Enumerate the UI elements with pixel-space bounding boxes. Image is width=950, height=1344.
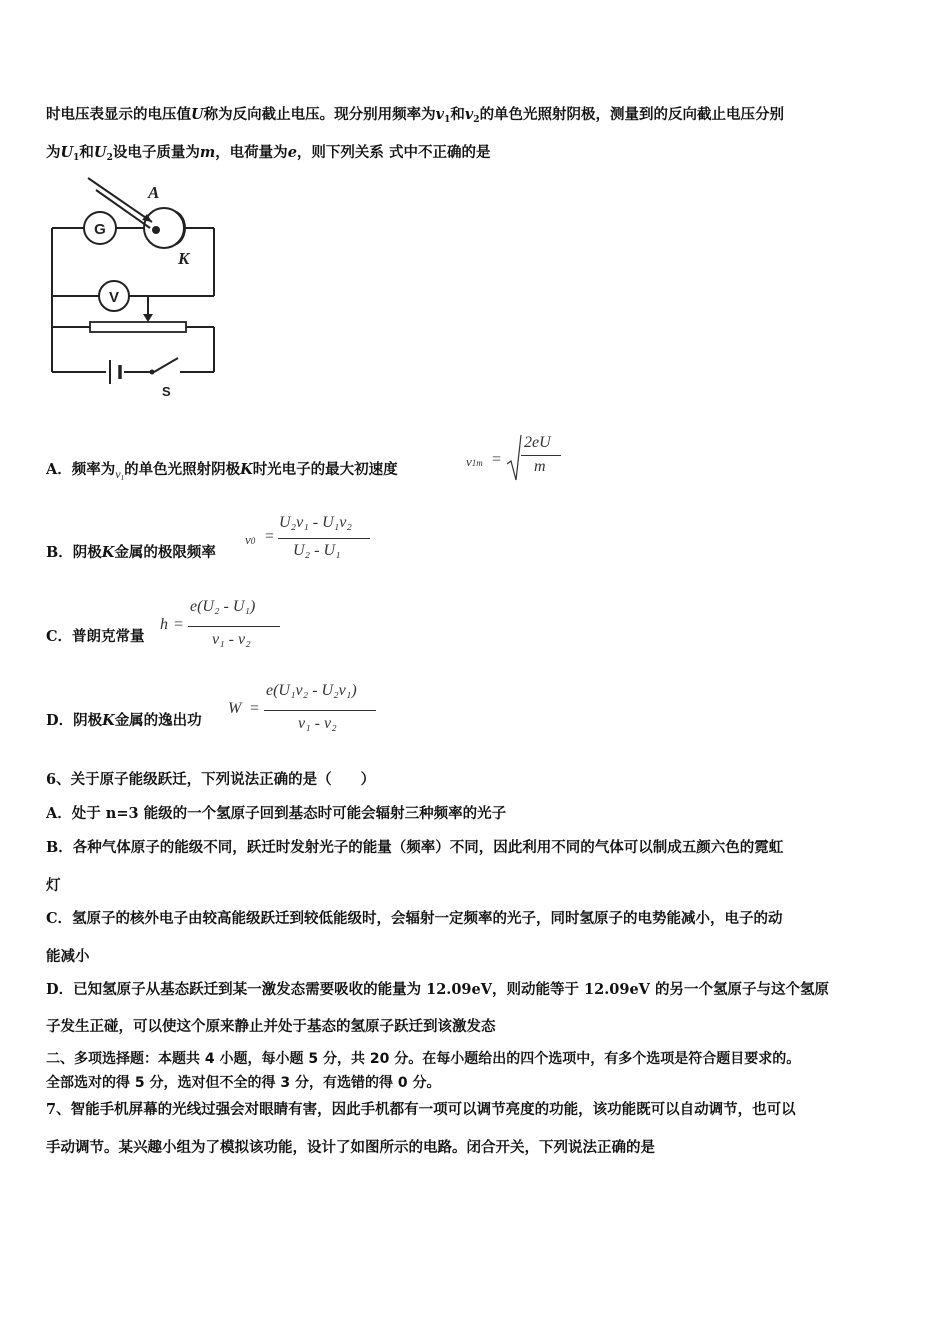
q5-option-c: C．普朗克常量	[46, 628, 145, 645]
q5-stem-line-2: 为$U_1$和$U_2$设电子质量为m，电荷量为e，则下列关系 式中不正确的是	[46, 144, 491, 163]
option-c-formula: h = e(U₂ - U₁) v₁ - v₂	[160, 598, 290, 656]
option-a-formula: v1m = 2eU m	[466, 448, 566, 488]
q5-option-a: A．频率为$_{v1}$的单色光照射阴极K时光电子的最大初速度	[46, 461, 398, 482]
q6-option-d-line-2: 子发生正碰，可以使这个原来静止并处于基态的氢原子跃迁到该激发态	[46, 1018, 496, 1035]
option-d-formula: W = e(U₁v₂ - U₂v₁) v₁ - v₂	[228, 682, 388, 740]
q6-option-c-line-1: C．氢原子的核外电子由较高能级跃迁到较低能级时，会辐射一定频率的光子，同时氢原子的电势能减小，电子的动	[46, 910, 783, 927]
label-a: A	[148, 183, 160, 202]
section-2-heading-line-1: 二、多项选择题：本题共 4 小题，每小题 5 分，共 20 分。在每小题给出的四个选项中，有多个选项是符合题目要求的。	[46, 1051, 801, 1067]
q6-option-c-line-2: 能减小	[46, 948, 90, 965]
label-k: K	[178, 249, 190, 268]
q6-option-b-line-2: 灯	[46, 877, 61, 894]
q5-option-d: D．阴极K金属的逸出功	[46, 712, 202, 729]
q6-option-d-line-1: D．已知氢原子从基态跃迁到某一激发态需要吸收的能量为 12.09eV，则动能等于 12.09eV 的另一个氢原子与这个氢原	[46, 981, 829, 998]
q6-stem: 6、关于原子能级跃迁，下列说法正确的是（ ）	[46, 771, 376, 788]
q5-option-b: B．阴极K金属的极限频率	[46, 544, 216, 561]
label-g: G	[94, 221, 106, 238]
label-v: V	[108, 289, 120, 306]
photoelectric-circuit-diagram	[44, 172, 224, 400]
q6-option-a: A．处于 n=3 能级的一个氢原子回到基态时可能会辐射三种频率的光子	[46, 805, 507, 822]
q7-stem-line-2: 手动调节。某兴趣小组为了模拟该功能，设计了如图所示的电路。闭合开关，下列说法正确的是	[46, 1139, 655, 1156]
section-2-heading-line-2: 全部选对的得 5 分，选对但不全的得 3 分，有选错的得 0 分。	[46, 1075, 441, 1091]
label-s: S	[162, 384, 171, 399]
q5-stem-line-1: 时电压表显示的电压值U称为反向截止电压。现分别用频率为$v_1$和$v_2$的单色光照射阴极，测量到的反向截止电压分别	[46, 106, 785, 125]
option-b-formula: v0 = U₂v₁ - U₁v₂ U₂ - U₁	[245, 514, 375, 566]
q7-stem-line-1: 7、智能手机屏幕的光线过强会对眼睛有害，因此手机都有一项可以调节亮度的功能，该功能既可以自动调节，也可以	[46, 1101, 796, 1118]
q6-option-b-line-1: B．各种气体原子的能级不同，跃迁时发射光子的能量（频率）不同，因此利用不同的气体可以制成五颜六色的霓虹	[46, 839, 784, 856]
